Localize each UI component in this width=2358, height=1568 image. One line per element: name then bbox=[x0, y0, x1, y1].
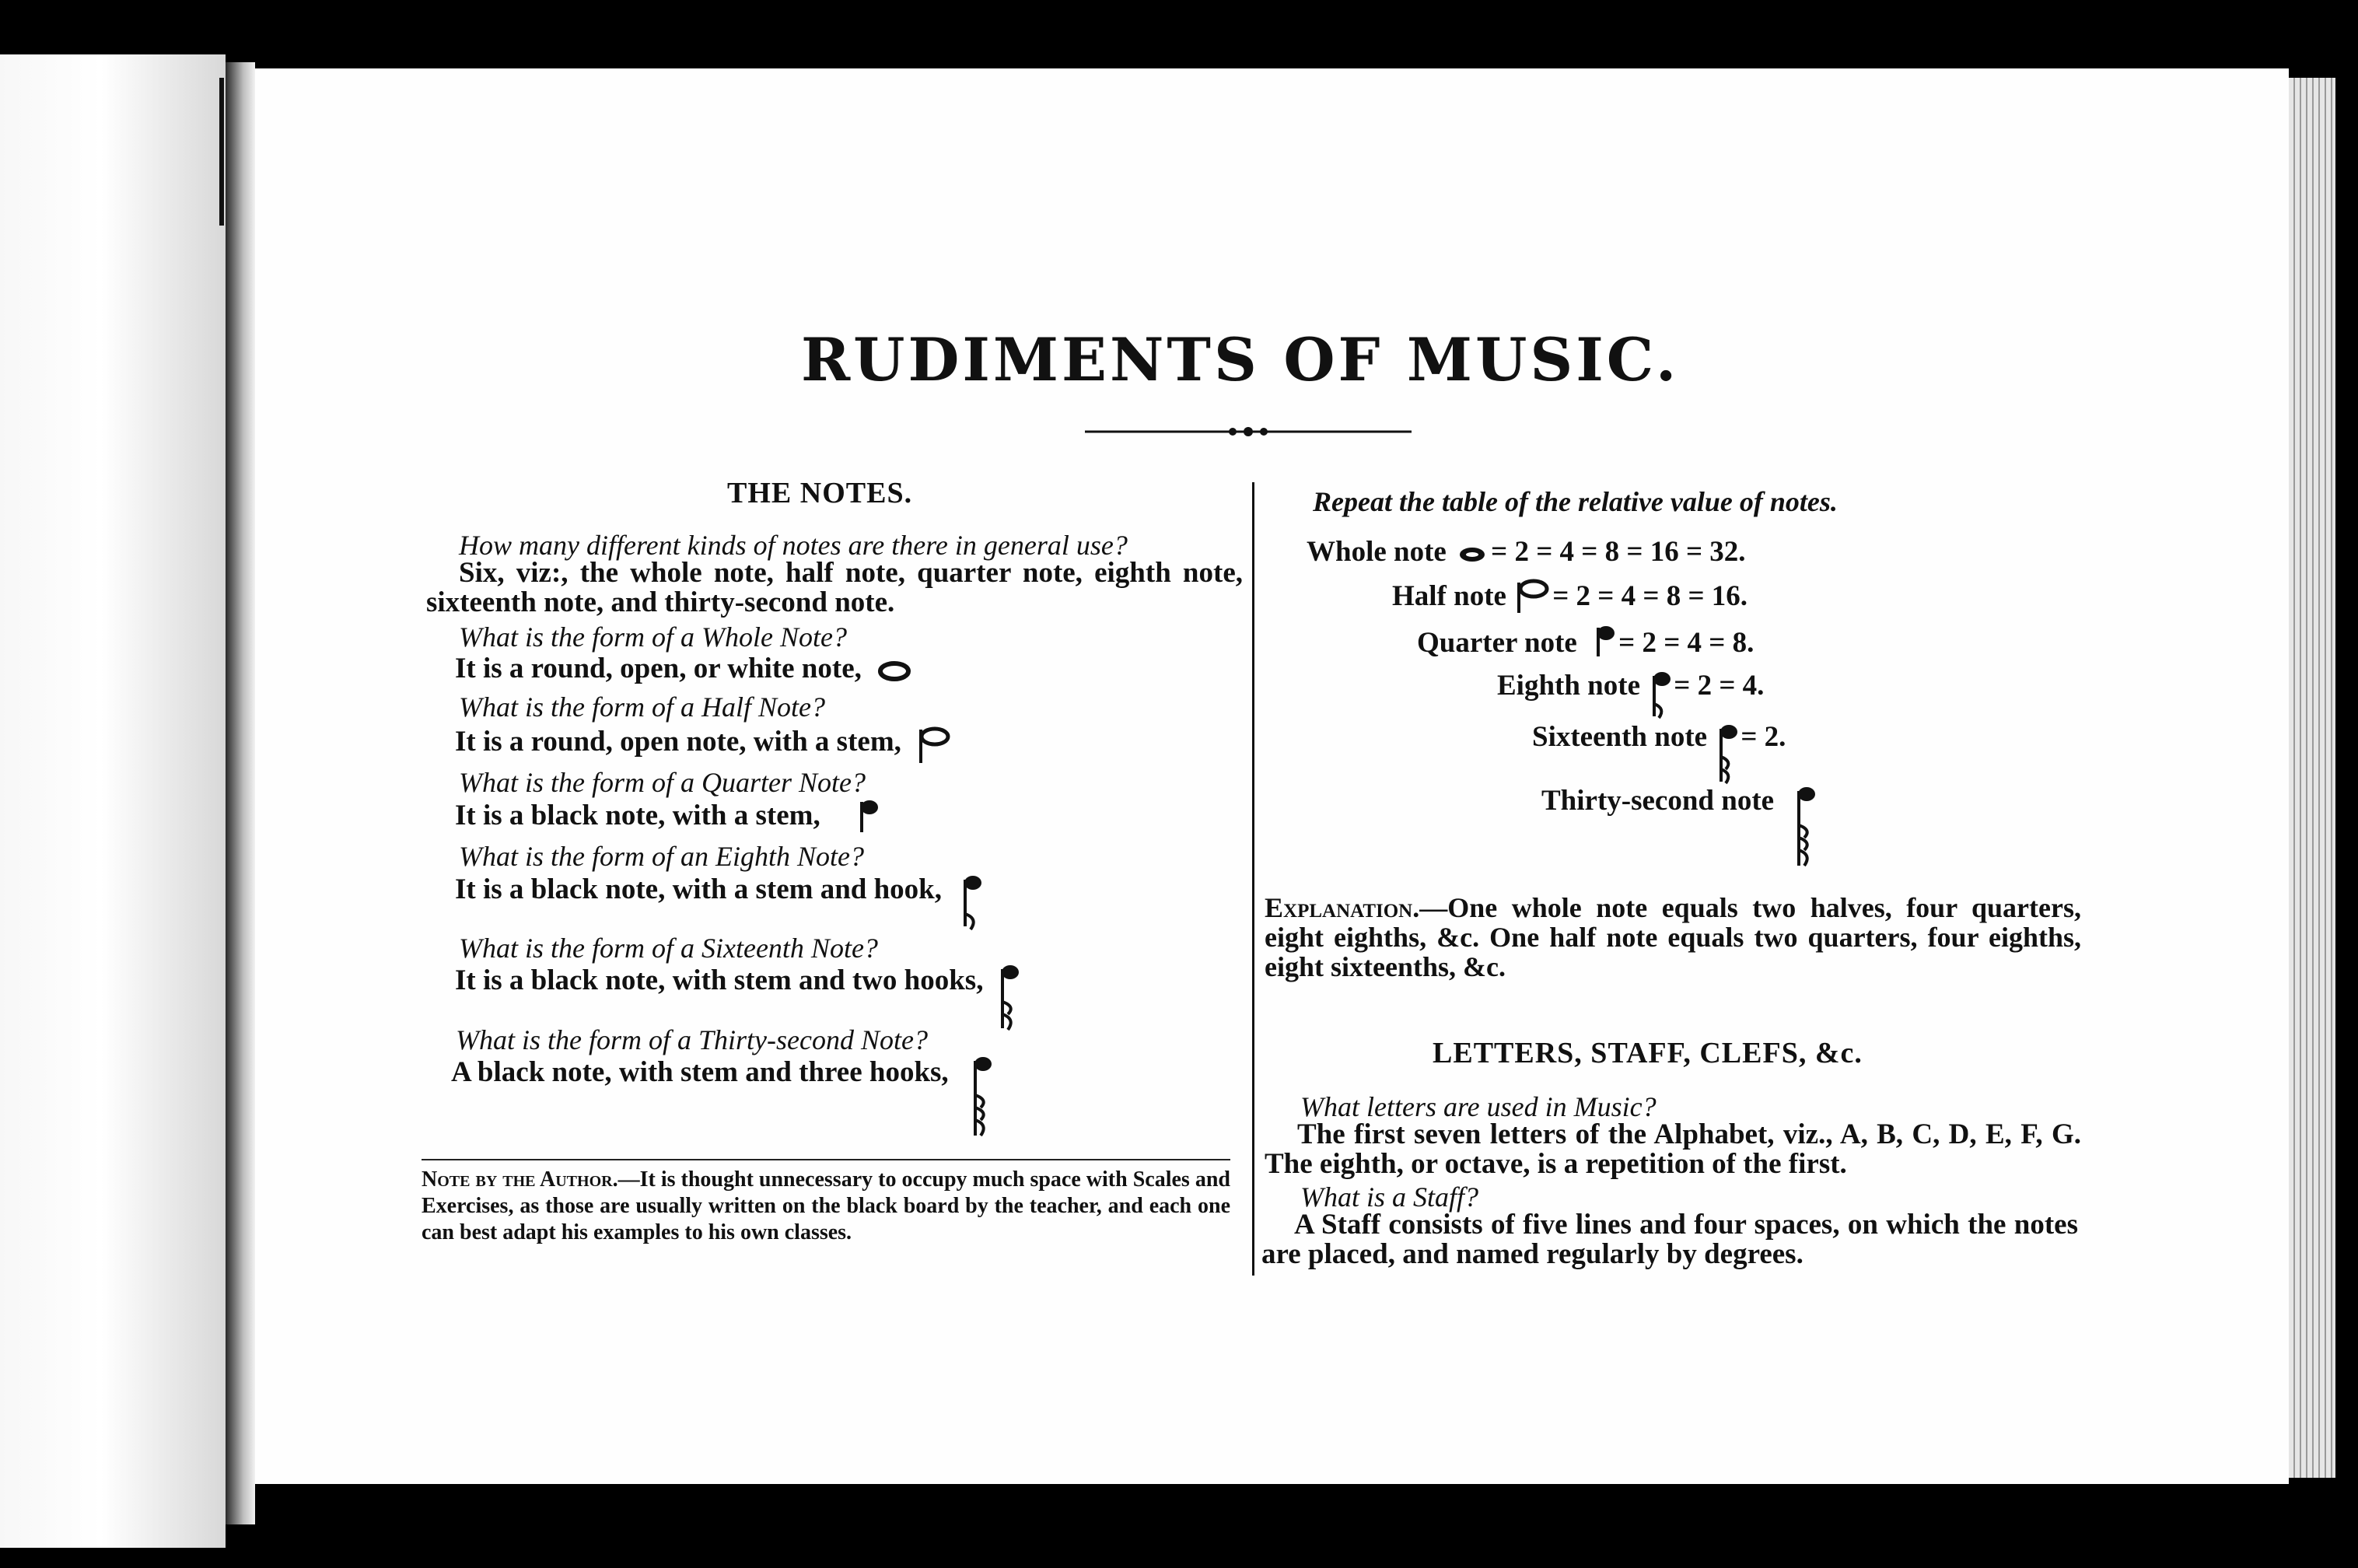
answer-whole: It is a round, open, or white note, bbox=[455, 652, 911, 685]
table-heading: Repeat the table of the relative value of notes. bbox=[1313, 486, 1838, 517]
left-page bbox=[0, 54, 226, 1548]
answer-quarter: It is a black note, with a stem, bbox=[455, 798, 880, 835]
sixteenth-note-icon bbox=[997, 963, 1022, 1033]
page-edges bbox=[2289, 78, 2335, 1478]
question-whole: What is the form of a Whole Note? bbox=[459, 621, 847, 653]
row-sixteenth: Sixteenth note = 2. bbox=[1532, 720, 1786, 785]
sixteenth-note-icon bbox=[1716, 723, 1739, 785]
title-ornament bbox=[1085, 426, 1412, 437]
question-staff: What is a Staff? bbox=[1300, 1181, 1479, 1213]
whole-note-icon bbox=[878, 661, 911, 681]
eighth-note-icon bbox=[1649, 670, 1672, 721]
quarter-note-icon bbox=[857, 798, 880, 835]
notes-heading: THE NOTES. bbox=[727, 477, 913, 509]
question-thirty-second: What is the form of a Thirty-second Note? bbox=[456, 1024, 928, 1055]
question-kinds: How many different kinds of notes are there in general use? bbox=[459, 530, 1128, 561]
answer-eighth: It is a black note, with a stem and hook, bbox=[455, 873, 985, 933]
whole-note-icon bbox=[1457, 545, 1488, 564]
row-half: Half note = 2 = 4 = 8 = 16. bbox=[1392, 579, 1748, 614]
row-thirty-second: Thirty-second note bbox=[1541, 784, 1818, 870]
row-whole: Whole note = 2 = 4 = 8 = 16 = 32. bbox=[1307, 536, 1746, 568]
row-eighth: Eighth note = 2 = 4. bbox=[1497, 669, 1764, 721]
thirty-second-note-icon bbox=[1793, 785, 1818, 870]
row-quarter: Quarter note = 2 = 4 = 8. bbox=[1417, 624, 1754, 660]
column-divider bbox=[1252, 482, 1254, 1276]
thirty-second-note-icon bbox=[970, 1055, 995, 1140]
letters-heading: LETTERS, STAFF, CLEFS, &c. bbox=[1433, 1037, 1863, 1069]
question-eighth: What is the form of an Eighth Note? bbox=[459, 841, 864, 872]
question-quarter: What is the form of a Quarter Note? bbox=[459, 767, 866, 798]
answer-kinds: Six, viz:, the whole note, half note, quarter note, eighth note, sixteenth note, and thirty-second note. bbox=[426, 557, 1243, 618]
quarter-note-icon bbox=[1594, 624, 1617, 660]
eighth-note-icon bbox=[960, 873, 985, 933]
half-note-icon bbox=[916, 726, 952, 765]
page-edge-mark bbox=[219, 78, 224, 226]
explanation: Explanation.—One whole note equals two halves, four quarters, eight eighths, &c. One half note equals two quarters, four eighths, eight sixteenths, &c. bbox=[1265, 892, 2081, 982]
author-note: Note by the Author.—It is thought unnecessary to occupy much space with Scales and Exercises, as those are usually written on the black board by the teacher, and each one can best adapt his examples to his own classes. bbox=[422, 1167, 1231, 1244]
answer-half: It is a round, open note, with a stem, bbox=[455, 725, 952, 765]
question-sixteenth: What is the form of a Sixteenth Note? bbox=[459, 933, 878, 964]
question-half: What is the form of a Half Note? bbox=[459, 691, 825, 723]
answer-staff: A Staff consists of five lines and four spaces, on which the notes are placed, and named regularly by degrees. bbox=[1261, 1209, 2078, 1270]
half-note-icon bbox=[1515, 579, 1551, 614]
question-letters: What letters are used in Music? bbox=[1300, 1091, 1657, 1122]
book-gutter bbox=[226, 62, 255, 1524]
answer-sixteenth: It is a black note, with stem and two hooks, bbox=[455, 963, 1022, 1033]
page-title: RUDIMENTS OF MUSIC. bbox=[801, 325, 1680, 394]
answer-thirty-second: A black note, with stem and three hooks, bbox=[451, 1055, 995, 1140]
footnote-rule bbox=[422, 1159, 1230, 1160]
answer-letters: The first seven letters of the Alphabet, viz., A, B, C, D, E, F, G. The eighth, or octave, is a repetition of the first. bbox=[1265, 1118, 2081, 1180]
